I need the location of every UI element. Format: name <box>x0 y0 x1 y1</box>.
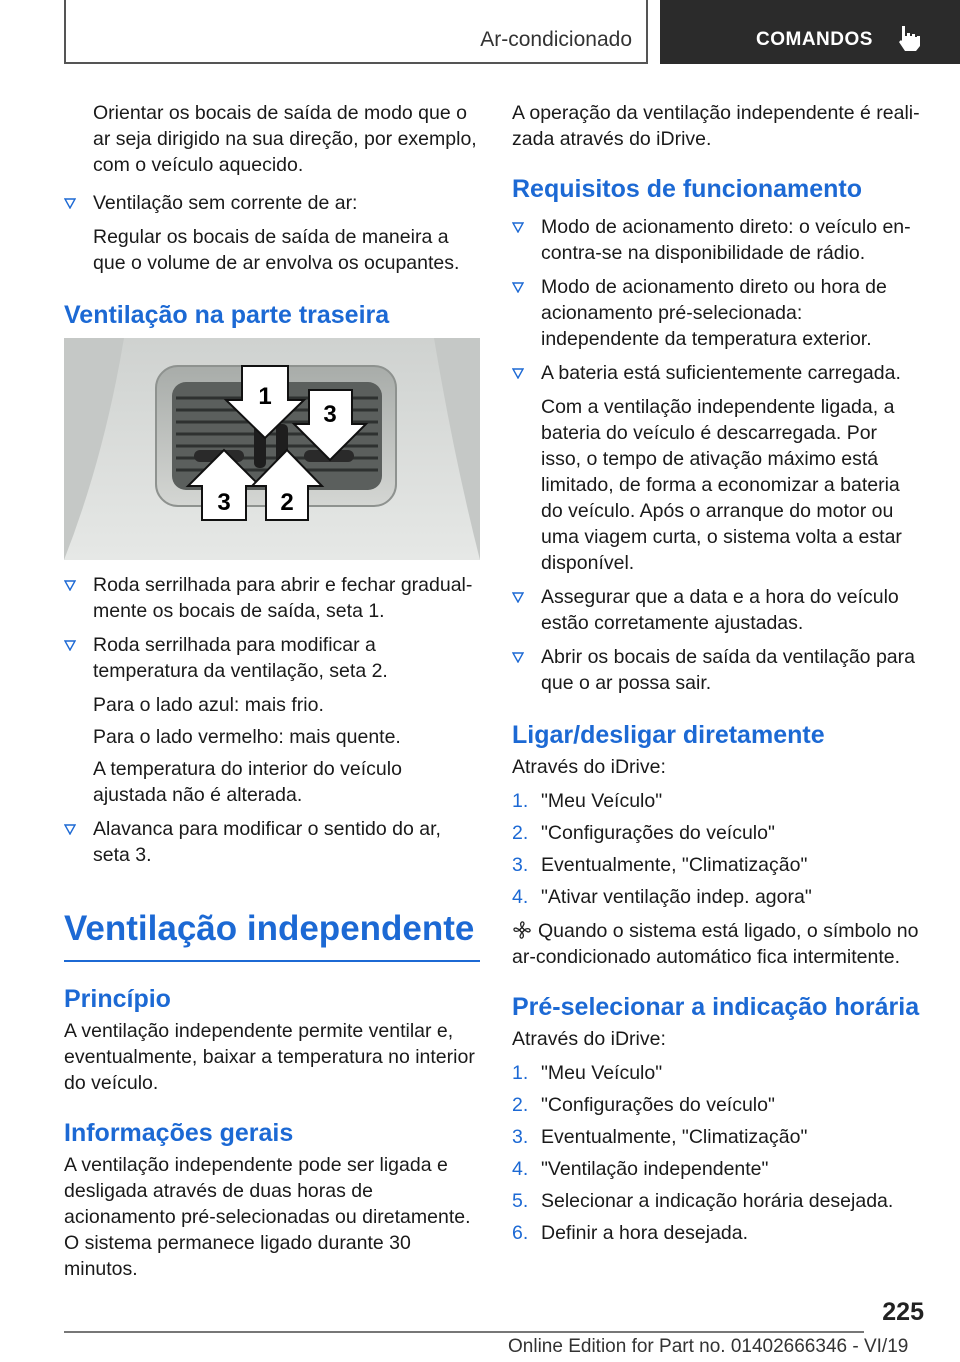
list-item: Roda serrilhada para modificar a temperatura da ventilação, seta 2. <box>64 632 480 684</box>
footer-rule <box>64 1331 864 1333</box>
chapter-title: COMANDOS <box>756 29 873 50</box>
main-heading: Ventilação independente <box>64 909 475 948</box>
list-item: Abrir os bocais de saída da ventilação para que o ar possa sair. <box>512 644 922 696</box>
triangle-bullet-icon <box>64 197 76 209</box>
list-item: 2. "Configurações do veículo" <box>512 822 775 844</box>
list-item: 5. Selecionar a indicação horária desejada. <box>512 1190 894 1212</box>
onoff-heading: Ligar/desligar diretamente <box>512 721 825 749</box>
triangle-bullet-icon <box>64 823 76 835</box>
page-number: 225 <box>882 1298 924 1326</box>
list-item: 3. Eventualmente, "Climatização" <box>512 1126 808 1148</box>
list-item: Ventilação sem corrente de ar: <box>64 190 480 216</box>
via-idrive-label-2: Através do iDrive: <box>512 1028 666 1050</box>
header-chapter-box <box>660 0 960 64</box>
list-item: 6. Definir a hora desejada. <box>512 1222 749 1244</box>
triangle-bullet-icon <box>512 221 524 233</box>
list-item: Roda serrilhada para abrir e fechar gradualmente os bocais de saída, seta 1. <box>64 572 480 624</box>
section-title: Ar-condicionado <box>480 28 632 51</box>
fan-icon <box>512 920 532 940</box>
blue-side-note: Para o lado azul: mais frio. <box>93 694 324 716</box>
triangle-bullet-icon <box>64 579 76 591</box>
triangle-bullet-icon <box>512 367 524 379</box>
bullet-detail: Regular os bocais de saída de maneira a que o volume de ar envolva os ocupantes. <box>93 226 460 274</box>
header-section-box <box>64 0 648 64</box>
temperature-note: A temperatura do interior do veículo ajustada não é alterada. <box>93 758 402 806</box>
photo-label-1: 1 <box>258 383 272 410</box>
list-item: 4. "Ativar ventilação indep. agora" <box>512 886 812 908</box>
edition-text: Online Edition for Part no. 01402666346 - VI/19 <box>508 1336 909 1357</box>
rear-ventilation-heading: Ventilação na parte traseira <box>64 301 390 329</box>
hand-pointer-icon <box>896 24 922 52</box>
list-item: 1. "Meu Veículo" <box>512 1062 663 1084</box>
idrive-intro: A operação da ventilação independente é realizada através do iDrive. <box>512 102 920 150</box>
photo-label-3-left: 3 <box>217 489 231 516</box>
photo-label-2: 2 <box>280 489 294 516</box>
intro-paragraph: Orientar os bocais de saída de modo que o ar seja dirigido na sua direção, por exemplo, com o veículo aquecido. <box>93 102 477 176</box>
list-item: 2. "Configurações do veículo" <box>512 1094 775 1116</box>
list-item: Alavanca para modificar o sentido do ar, seta 3. <box>64 816 480 868</box>
list-item: Assegurar que a data e a hora do veículo estão corretamente ajustadas. <box>512 584 922 636</box>
photo-label-3-right: 3 <box>323 401 337 428</box>
principle-text: A ventilação independente permite ventilar e, eventualmente, baixar a temperatura no interior do veículo. <box>64 1020 475 1094</box>
general-info-heading: Informações gerais <box>64 1119 294 1147</box>
triangle-bullet-icon <box>512 281 524 293</box>
list-item: 3. Eventualmente, "Climatização" <box>512 854 808 876</box>
triangle-bullet-icon <box>64 639 76 651</box>
heading-rule <box>64 960 480 962</box>
rear-vent-photo <box>64 338 480 560</box>
via-idrive-label: Através do iDrive: <box>512 756 666 778</box>
list-item: Modo de acionamento direto ou hora de acionamento pré-selecionada: independente da temperatura exterior. <box>512 274 922 352</box>
requirements-heading: Requisitos de funcionamento <box>512 175 863 203</box>
triangle-bullet-icon <box>512 651 524 663</box>
list-item: 4. "Ventilação independente" <box>512 1158 769 1180</box>
triangle-bullet-icon <box>512 591 524 603</box>
red-side-note: Para o lado vermelho: mais quente. <box>93 726 401 748</box>
principle-heading: Princípio <box>64 985 171 1013</box>
list-item: Modo de acionamento direto: o veículo encontra-se na disponibilidade de rádio. <box>512 214 922 266</box>
preselect-heading: Pré-selecionar a indicação horária <box>512 993 920 1021</box>
list-item: 1. "Meu Veículo" <box>512 790 663 812</box>
general-info-text: A ventilação independente pode ser ligada e desligada através de duas horas de acionamento pré-selecionadas ou diretamente. O sistema permanece ligado durante 30 minutos. <box>64 1154 471 1280</box>
battery-note: Com a ventilação independente ligada, a bateria do veículo é descarregada. Por isso, o tempo de ativação máximo está limitado, de forma a economizar a bateria do veículo. Após o arranque do motor ou uma viagem curta, o sistema volta a estar disponível. <box>541 396 902 574</box>
list-item: A bateria está suficientemente carregada. <box>512 360 922 386</box>
fan-note: Quando o sistema está ligado, o símbolo no ar-condicionado automático fica intermitente. <box>512 920 919 968</box>
